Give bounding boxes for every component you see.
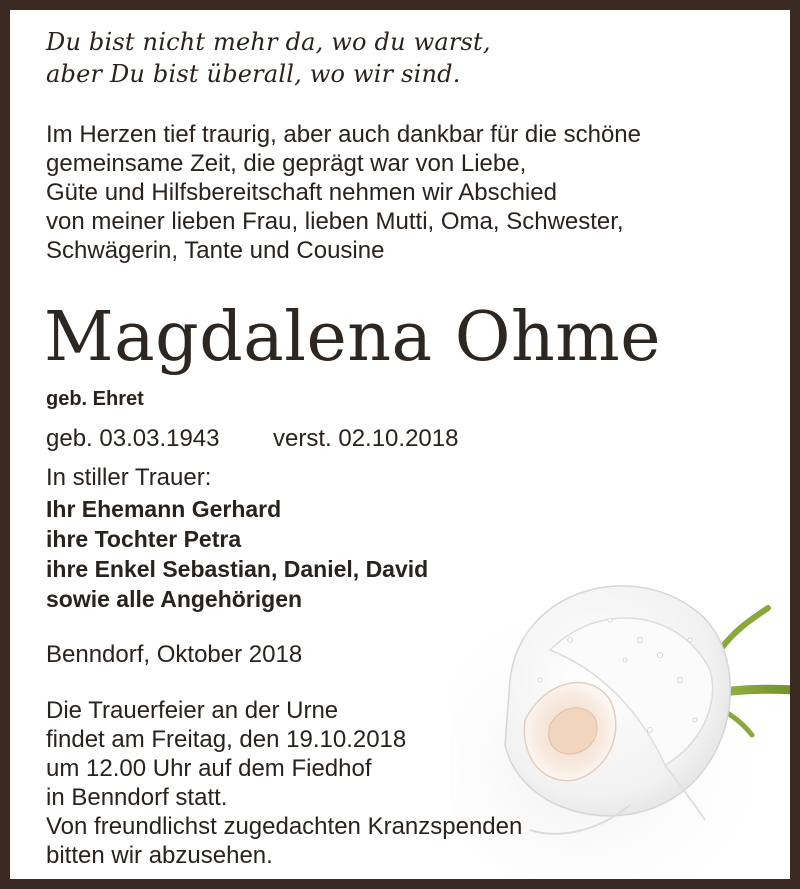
intro-line: Schwägerin, Tante und Cousine	[46, 237, 385, 264]
ceremony-line: in Benndorf statt.	[46, 784, 228, 811]
ceremony-line: bitten wir abzusehen.	[46, 842, 273, 869]
ceremony-line: um 12.00 Uhr auf dem Fiedhof	[46, 755, 372, 782]
mourner-line: ihre Tochter Petra	[46, 526, 242, 552]
mourners-heading: In stiller Trauer:	[46, 464, 212, 491]
ceremony-text	[46, 696, 522, 870]
intro-line: gemeinsame Zeit, die geprägt war von Liebe,	[46, 150, 527, 177]
ceremony-line: Die Trauerfeier an der Urne	[46, 697, 339, 724]
ceremony-line: findet am Freitag, den 19.10.2018	[46, 726, 407, 753]
death-date: verst. 02.10.2018	[273, 425, 459, 452]
obituary-text	[10, 10, 790, 879]
birth-date: geb. 03.03.1943	[46, 425, 220, 452]
ceremony-line: Von freundlichst zugedachten Kranzspenden	[46, 813, 523, 840]
mourner-line: ihre Enkel Sebastian, Daniel, David	[46, 556, 429, 582]
mourner-line: Ihr Ehemann Gerhard	[46, 496, 282, 522]
intro-line: Im Herzen tief traurig, aber auch dankbar für die schöne	[46, 121, 641, 148]
place-date: Benndorf, Oktober 2018	[46, 641, 303, 668]
intro-line: von meiner lieben Frau, lieben Mutti, Oma, Schwester,	[46, 208, 624, 235]
intro-line: Güte und Hilfsbereitschaft nehmen wir Abschied	[46, 179, 557, 206]
mourners-list	[46, 494, 428, 614]
poem-line-2: aber Du bist überall, wo wir sind.	[46, 60, 461, 88]
maiden-name: geb. Ehret	[46, 388, 144, 410]
poem-line-1: Du bist nicht mehr da, wo du warst,	[46, 28, 491, 56]
mourner-line: sowie alle Angehörigen	[46, 586, 303, 612]
intro-text	[46, 120, 641, 265]
deceased-name: Magdalena Ohme	[44, 298, 661, 377]
